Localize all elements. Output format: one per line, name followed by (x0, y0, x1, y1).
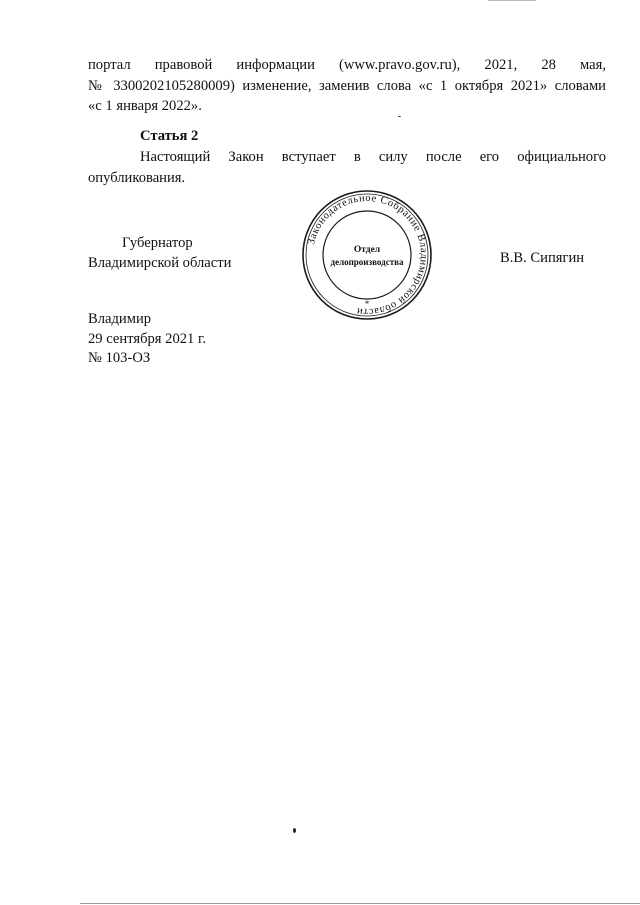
amendment-line-1: портал правовой информации (www.pravo.gov.ru), 2021, 28 мая, (88, 57, 606, 73)
issue-date: 29 сентября 2021 г. (88, 330, 206, 347)
amendment-line-3: «с 1 января 2022». (88, 98, 202, 114)
scan-edge-line (80, 903, 640, 904)
issue-city: Владимир (88, 311, 152, 327)
article-line-2: опубликования. (88, 169, 186, 186)
signatory-title-line-2: Владимирской области (88, 255, 232, 271)
seal-ring-text: Законодательное Собрание Владимирской области (306, 192, 430, 318)
law-number: № 103-ОЗ (88, 350, 151, 366)
article-heading: Статья 2 (140, 128, 199, 144)
article-paragraph (88, 147, 606, 188)
article-line-1: Настоящий Закон вступает в силу после его официального (140, 149, 606, 165)
seal-center-line-1: Отдел (353, 245, 381, 255)
seal-center-line-2: делопроизводства (330, 257, 404, 267)
amendment-paragraph (88, 55, 606, 117)
signatory-title-line-1: Губернатор (122, 235, 193, 251)
signatory-title (88, 233, 231, 273)
signatory-name: В.В. Сипягин (500, 250, 585, 266)
official-seal (300, 188, 434, 322)
amendment-line-2: № 3300202105280009) изменение, заменив слова «с 1 октября 2021» словами (88, 77, 606, 94)
scan-speck (398, 116, 401, 117)
seal-star: * (364, 299, 370, 309)
scan-edge-mark (488, 0, 536, 1)
scan-speck (293, 828, 296, 833)
issue-details (88, 310, 206, 369)
